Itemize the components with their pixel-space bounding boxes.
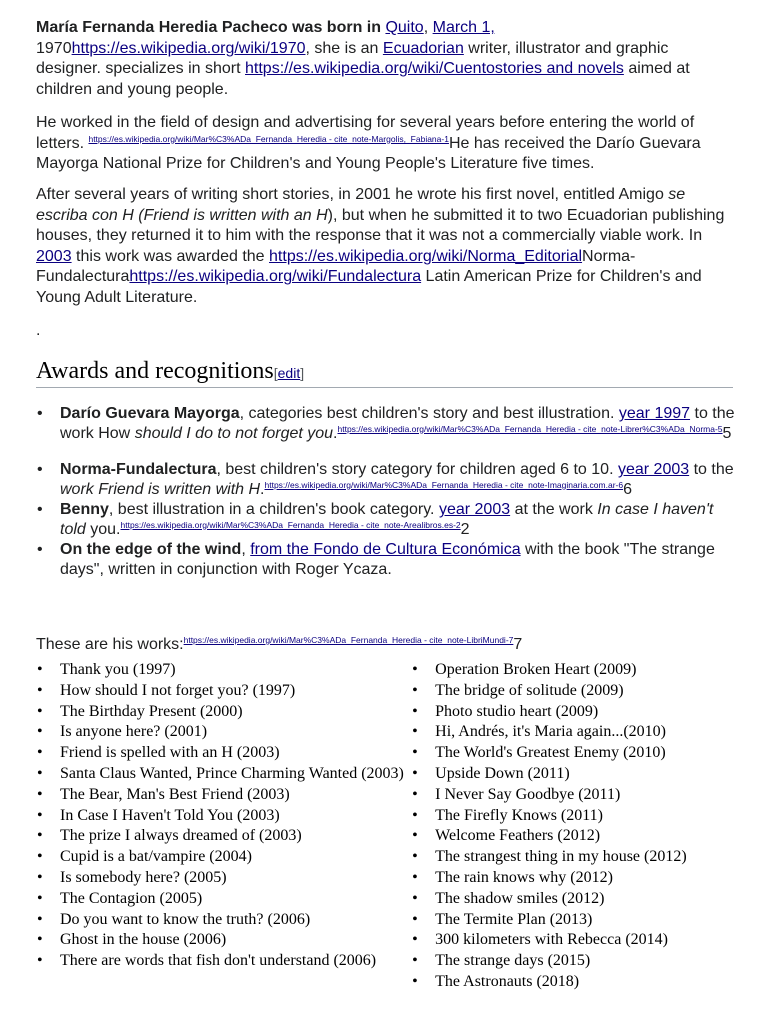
award-name: Benny	[60, 501, 109, 518]
work-item: • The shadow smiles (2012)	[435, 889, 736, 909]
section-title: Awards and recognitions	[36, 358, 274, 384]
work-item: • The strangest thing in my house (2012)	[435, 847, 736, 867]
works-intro	[36, 636, 522, 654]
work-item: • I Never Say Goodbye (2011)	[435, 785, 736, 805]
citation-number: 7	[513, 636, 523, 653]
march-link[interactable]: March 1,	[432, 19, 495, 36]
work-item: • The Firefly Knows (2011)	[435, 806, 736, 826]
citation-number: 6	[623, 480, 632, 498]
quito-link[interactable]: Quito	[385, 19, 424, 36]
award-text: to the work How	[60, 405, 735, 442]
work-item: • Welcome Feathers (2012)	[435, 826, 736, 846]
award-year-link[interactable]: year 2003	[617, 461, 690, 478]
work-item: • 300 kilometers with Rebecca (2014)	[435, 930, 736, 950]
award-text: , best illustration in a children's book category.	[108, 501, 435, 518]
year-1970-link[interactable]: https://es.wikipedia.org/wiki/1970	[71, 39, 306, 57]
comma: ,	[423, 19, 429, 36]
stray-dot: .	[36, 322, 41, 339]
year-2003-link[interactable]: 2003	[36, 247, 72, 265]
works-columns	[36, 660, 736, 993]
work-item: • In Case I Haven't Told You (2003)	[60, 806, 411, 826]
award-year-link[interactable]: year 2003	[438, 501, 511, 518]
award-text: at the work	[514, 501, 593, 518]
citation-link[interactable]: https://es.wikipedia.org/wiki/Mar%C3%ADa_Fernanda_Heredia - cite_note-Margolis,_Fabiana-1	[88, 133, 449, 144]
award-text: ,	[241, 541, 246, 558]
award-work-title: should I do to not forget you	[134, 424, 334, 442]
work-item: • Do you want to know the truth? (2006)	[60, 910, 411, 930]
citation	[121, 520, 461, 530]
ecuadorian-link[interactable]: Ecuadorian	[382, 39, 464, 57]
work-item: • The Astronauts (2018)	[435, 972, 736, 992]
award-text: , best children's story category for children aged 6 to 10.	[216, 461, 614, 478]
career-text: He worked in the field of design and advertising for several years before entering the world of letters.	[36, 114, 695, 152]
work-item: • The Birthday Present (2000)	[60, 702, 411, 722]
work-item: • Santa Claus Wanted, Prince Charming Wanted (2003)	[60, 764, 411, 784]
subject-name: María Fernanda Heredia Pacheco was born in	[36, 19, 381, 36]
citation-link[interactable]: https://es.wikipedia.org/wiki/Mar%C3%ADa_Fernanda_Heredia - cite_note-LibriMundi-7	[183, 635, 514, 645]
work-item: • The World's Greatest Enemy (2010)	[435, 743, 736, 763]
award-text: .	[260, 480, 265, 498]
award-text: with the book "The strange days", written in conjunction with Roger Ycaza.	[60, 541, 715, 578]
award-item	[60, 540, 736, 579]
prize-name: Norma-Fundalectura	[36, 247, 636, 286]
edit-link[interactable]: edit	[277, 365, 301, 381]
work-item: • Operation Broken Heart (2009)	[435, 660, 736, 680]
work-item: • The rain knows why (2012)	[435, 868, 736, 888]
citation-link[interactable]: https://es.wikipedia.org/wiki/Mar%C3%ADa_Fernanda_Heredia - cite_note-Imaginaria.com.ar-6	[264, 479, 624, 490]
award-text: .	[333, 424, 338, 442]
work-item: • Ghost in the house (2006)	[60, 930, 411, 950]
intro-text: writer, illustrator and graphic designer. specializes in short	[36, 39, 669, 78]
works-intro-text: These are his works:	[36, 636, 184, 653]
works-list-right	[411, 660, 736, 993]
fundalectura-link[interactable]: https://es.wikipedia.org/wiki/Fundalectura	[129, 268, 422, 286]
works-list-left	[36, 660, 411, 993]
award-item	[60, 404, 736, 443]
award-year-link[interactable]: year 1997	[618, 405, 691, 422]
intro-text: aimed at children and young people.	[36, 60, 690, 98]
award-text: you.	[90, 520, 121, 538]
work-item: • Is anyone here? (2001)	[60, 722, 411, 742]
award-work-title: In case I haven't told	[60, 501, 714, 538]
stories-link[interactable]: https://es.wikipedia.org/wiki/Cuentostories and novels	[245, 60, 624, 78]
work-item: • Hi, Andrés, it's Maria again...(2010)	[435, 722, 736, 742]
awards-list	[36, 404, 736, 579]
edit-section: [edit]	[273, 365, 305, 381]
citation	[184, 635, 514, 645]
work-item: • Friend is spelled with an H (2003)	[60, 743, 411, 763]
novel-text: ), but when he submitted it to two Ecuadorian publishing houses, they returned it to him with the response that it was not a commercially viable work. In	[36, 206, 725, 245]
citation-number: 5	[722, 424, 732, 442]
section-heading	[36, 358, 733, 388]
novel-text: After several years of writing short stories, in 2001 he wrote his first novel, entitled Amigo	[36, 186, 664, 203]
award-item	[60, 500, 736, 539]
novel-text: Latin American Prize for Children's and Young Adult Literature.	[36, 268, 702, 306]
work-item: • The prize I always dreamed of (2003)	[60, 826, 411, 846]
work-item: • Upside Down (2011)	[435, 764, 736, 784]
intro-paragraph	[36, 18, 736, 100]
norma-editorial-link[interactable]: https://es.wikipedia.org/wiki/Norma_Editorial	[269, 247, 583, 265]
citation	[265, 480, 624, 490]
work-item: • Thank you (1997)	[60, 660, 411, 680]
citation	[88, 134, 448, 144]
career-paragraph	[36, 113, 736, 175]
novel-title: se escriba con H (Friend is written with an H	[36, 186, 686, 224]
novel-text: this work was awarded the	[76, 247, 265, 265]
citation	[338, 424, 723, 434]
work-item: • Cupid is a bat/vampire (2004)	[60, 847, 411, 867]
birth-year: 1970	[36, 39, 72, 57]
award-text: , categories best children's story and best illustration.	[239, 405, 615, 422]
work-item: • The Contagion (2005)	[60, 889, 411, 909]
work-item: • Photo studio heart (2009)	[435, 702, 736, 722]
award-text: to the	[693, 461, 734, 478]
publisher-link[interactable]: from the Fondo de Cultura Económica	[250, 541, 521, 558]
citation-link[interactable]: https://es.wikipedia.org/wiki/Mar%C3%ADa_Fernanda_Heredia - cite_note-Librer%C3%ADa_Norma-5	[337, 423, 723, 434]
work-item: • The bridge of solitude (2009)	[435, 681, 736, 701]
award-work-title: work Friend is written with H	[60, 480, 261, 498]
novel-paragraph	[36, 185, 736, 309]
work-item: • The strange days (2015)	[435, 951, 736, 971]
award-item	[60, 460, 736, 499]
citation-number: 2	[460, 520, 470, 538]
work-item: • There are words that fish don't understand (2006)	[60, 951, 411, 971]
intro-text: , she is an	[305, 39, 379, 57]
award-name: On the edge of the wind	[60, 541, 242, 558]
work-item: • The Termite Plan (2013)	[435, 910, 736, 930]
work-item: • Is somebody here? (2005)	[60, 868, 411, 888]
citation-link[interactable]: https://es.wikipedia.org/wiki/Mar%C3%ADa_Fernanda_Heredia - cite_note-Arealibros.es-2	[120, 519, 461, 530]
award-name: Darío Guevara Mayorga	[60, 405, 240, 422]
work-item: • The Bear, Man's Best Friend (2003)	[60, 785, 411, 805]
award-name: Norma-Fundalectura	[60, 461, 217, 478]
career-text: He has received the Darío Guevara Mayorga National Prize for Children's and Young People's Literature five times.	[36, 134, 701, 173]
work-item: • How should I not forget you? (1997)	[60, 681, 411, 701]
